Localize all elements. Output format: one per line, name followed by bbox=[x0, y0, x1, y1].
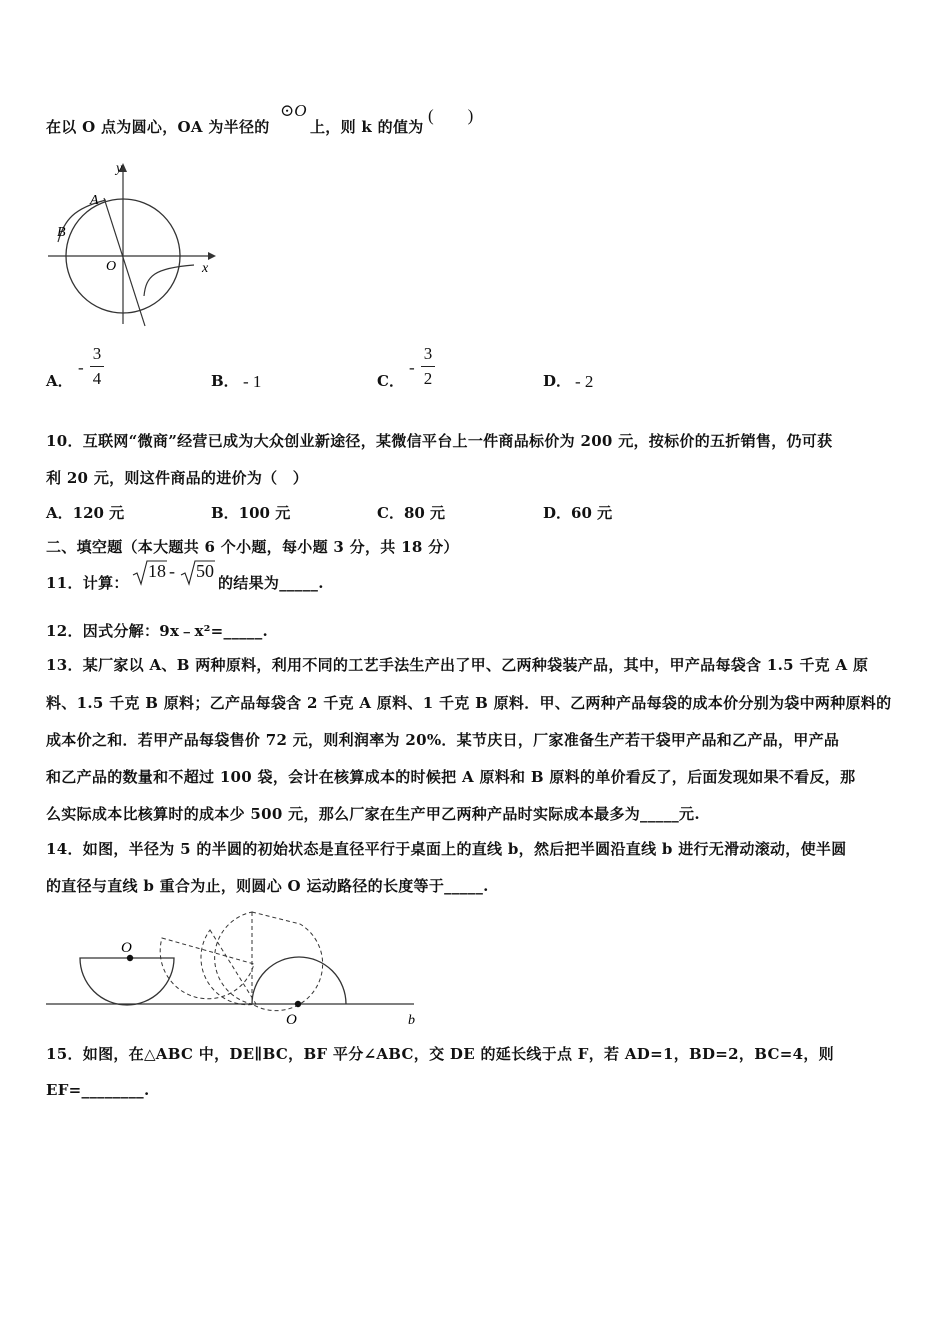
q9-option-a-fraction bbox=[90, 344, 104, 389]
q9-option-b-value: - 1 bbox=[243, 372, 262, 391]
q11-radicand-1: 18 bbox=[148, 561, 166, 581]
fig-label-o-final: O bbox=[286, 1012, 297, 1028]
q11-suffix: 的结果为_____. bbox=[218, 574, 324, 592]
q9-figure bbox=[44, 158, 224, 328]
section-2-heading: 二、填空题（本大题共 6 个小题，每小题 3 分，共 18 分） bbox=[46, 538, 459, 556]
q9-option-a-num: 3 bbox=[92, 344, 102, 363]
fig-label-y: y bbox=[116, 161, 123, 176]
q9-stem bbox=[46, 116, 270, 137]
q11-prefix: 11．计算： bbox=[46, 574, 129, 592]
q13-line: 成本价之和．若甲产品每袋售价 72 元，则利润率为 20%．某节庆日，厂家准备生产若干袋甲产品和乙产品，甲产品 bbox=[46, 731, 840, 749]
rolling-semicircle-4 bbox=[252, 912, 323, 1011]
q9-option-c-label: C． bbox=[377, 372, 404, 390]
q13-line: 么实际成本比核算时的成本少 500 元，那么厂家在生产甲乙两种产品时实际成本最多为_____元. bbox=[46, 805, 700, 823]
q10-option-b: B．100 元 bbox=[211, 504, 291, 522]
q10-option-d: D．60 元 bbox=[543, 504, 613, 522]
q9-option-c-den: 2 bbox=[423, 369, 433, 388]
q11-radicand-2: 50 bbox=[196, 561, 214, 581]
rolling-semicircle-3 bbox=[215, 912, 252, 1004]
q13-line: 料、1.5 千克 B 原料；乙产品每袋含 2 千克 A 原料、1 千克 B 原料．甲、乙两种产品每袋的成本价分别为袋中两种原料的 bbox=[46, 694, 892, 712]
q9-stem-suffix: 上，则 k 的值为 bbox=[310, 118, 424, 136]
q9-option-a-den: 4 bbox=[92, 369, 102, 388]
q9-option-b-label: B． bbox=[211, 372, 239, 390]
hyperbola-branch-lower bbox=[144, 265, 194, 296]
x-axis-arrow-icon bbox=[208, 252, 216, 260]
q9-option-d-value: - 2 bbox=[575, 372, 594, 391]
q9-option-c-num: 3 bbox=[423, 344, 433, 363]
q10-option-a: A．120 元 bbox=[46, 504, 125, 522]
fig-label-o: O bbox=[106, 259, 117, 274]
q14-line: 的直径与直线 b 重合为止，则圆心 O 运动路径的长度等于_____. bbox=[46, 877, 489, 895]
q9-option-a-label: A． bbox=[46, 372, 73, 390]
q9-option-c-sign: - bbox=[409, 358, 415, 377]
circle-o-symbol: ⊙O bbox=[280, 101, 307, 120]
q15-line-2: EF=________. bbox=[46, 1081, 150, 1099]
q13-line: 13．某厂家以 A、B 两种原料，利用不同的工艺手法生产出了甲、乙两种袋装产品，其中，甲产品每袋含 1.5 千克 A 原 bbox=[46, 656, 869, 674]
q14-figure bbox=[40, 908, 430, 1030]
fig-label-x: x bbox=[202, 261, 209, 276]
fig-label-a: A bbox=[90, 193, 99, 208]
q9-stem-prefix: 在以 O 点为圆心，OA 为半径的 bbox=[46, 118, 270, 136]
final-semicircle bbox=[252, 957, 346, 1004]
initial-semicircle bbox=[80, 958, 174, 1005]
fig-label-o-initial: O bbox=[121, 940, 132, 956]
fig-label-b: B bbox=[57, 225, 66, 240]
q9-answer-paren: ( ) bbox=[428, 106, 474, 125]
rolling-semicircle-2 bbox=[201, 930, 256, 1005]
q10-option-c: C．80 元 bbox=[377, 504, 446, 522]
q9-option-d-label: D． bbox=[543, 372, 572, 390]
q9-option-a-sign: - bbox=[78, 358, 84, 377]
q11-minus: - bbox=[169, 561, 175, 581]
q13-line: 和乙产品的数量和不超过 100 袋，会计在核算成本的时候把 A 原料和 B 原料的单价看反了，后面发现如果不看反，那 bbox=[46, 768, 856, 786]
q14-line: 14．如图，半径为 5 的半圆的初始状态是直径平行于桌面上的直线 b，然后把半圆沿直线 b 进行无滑动滚动，使半圆 bbox=[46, 840, 847, 858]
q9-option-c-fraction bbox=[421, 344, 435, 389]
q10-line-2: 利 20 元，则这件商品的进价为（ ） bbox=[46, 469, 309, 487]
rolling-semicircle-1 bbox=[160, 938, 254, 999]
final-center-point bbox=[295, 1001, 301, 1007]
q10-line-1: 10．互联网“微商”经营已成为大众创业新途径，某微信平台上一件商品标价为 200 元，按标价的五折销售，仍可获 bbox=[46, 432, 833, 450]
fig-label-b: b bbox=[408, 1013, 415, 1028]
q12-text: 12．因式分解：9x﹣x²=_____. bbox=[46, 622, 269, 640]
q15-line-1: 15．如图，在△ABC 中，DE∥BC，BF 平分∠ABC，交 DE 的延长线于点 F，若 AD=1，BD=2，BC=4，则 bbox=[46, 1045, 834, 1063]
